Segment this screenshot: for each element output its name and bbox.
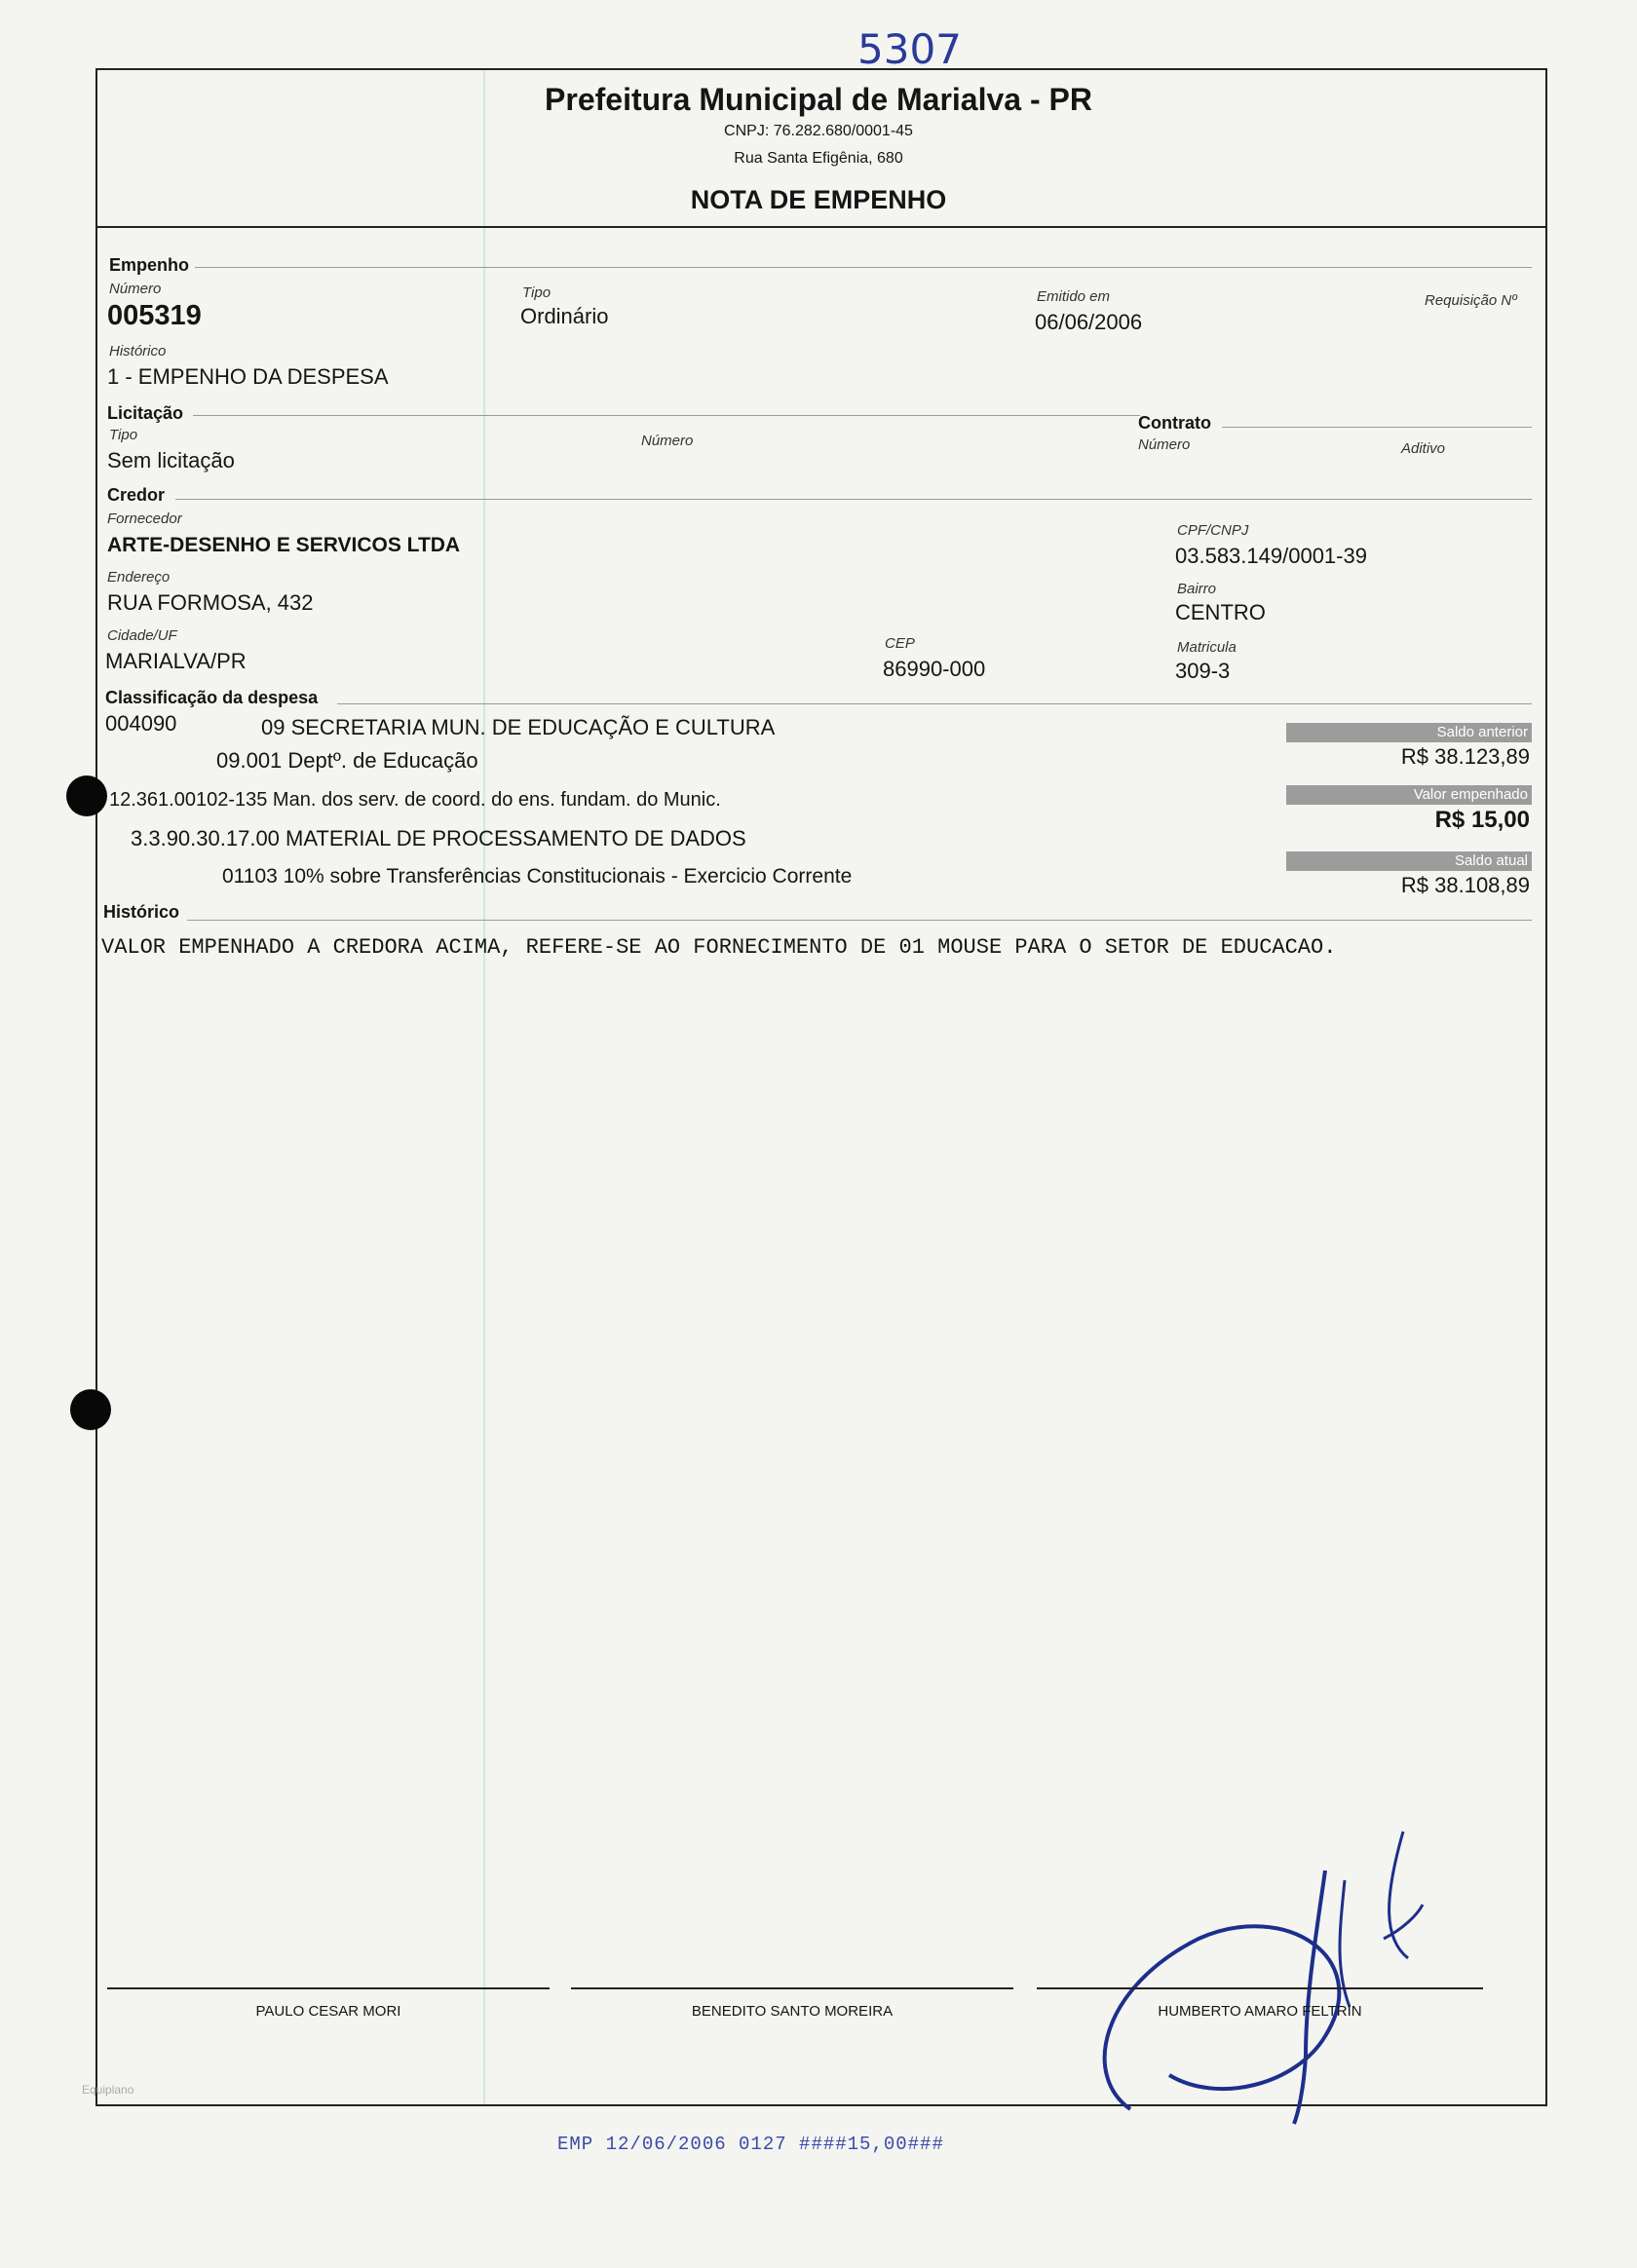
- empenho-requisicao-label: Requisição Nº: [1425, 292, 1517, 309]
- credor-cep: 86990-000: [883, 657, 986, 681]
- credor-matricula-label: Matricula: [1177, 639, 1237, 656]
- empenho-emitido-label: Emitido em: [1037, 288, 1111, 305]
- header-divider: [95, 226, 1547, 228]
- signature-name: HUMBERTO AMARO FELTRIN: [1158, 2003, 1362, 2020]
- org-title: Prefeitura Municipal de Marialva - PR: [545, 82, 1092, 117]
- credor-bairro-label: Bairro: [1177, 581, 1217, 597]
- empenho-numero: 005319: [107, 300, 202, 331]
- valor-empenhado-label: Valor empenhado: [1286, 785, 1532, 805]
- empenho-numero-label: Número: [109, 281, 162, 297]
- handwritten-page-number: 5307: [857, 25, 962, 73]
- signature-name: PAULO CESAR MORI: [255, 2003, 401, 2020]
- credor-fornecedor-label: Fornecedor: [107, 510, 182, 527]
- rule-credor: [175, 499, 1532, 500]
- licitacao-tipo-label: Tipo: [109, 427, 138, 443]
- licitacao-numero-label: Número: [641, 433, 694, 449]
- saldo-anterior-label: Saldo anterior: [1286, 723, 1532, 742]
- contrato-aditivo-label: Aditivo: [1401, 440, 1446, 457]
- doc-title: NOTA DE EMPENHO: [690, 185, 947, 214]
- credor-cpf-label: CPF/CNPJ: [1177, 522, 1249, 539]
- signature-line: [571, 1987, 1013, 1989]
- section-contrato: Contrato: [1138, 413, 1211, 433]
- org-address: Rua Santa Efigênia, 680: [734, 150, 903, 167]
- section-empenho: Empenho: [109, 255, 190, 275]
- rule-historico: [187, 920, 1532, 921]
- stamp: EMP 12/06/2006 0127 ####15,00###: [557, 2134, 944, 2155]
- classificacao-line: 09.001 Deptº. de Educação: [216, 748, 478, 773]
- empenho-tipo: Ordinário: [520, 304, 609, 328]
- signature-scribble: [1062, 1812, 1452, 2143]
- classificacao-line: 3.3.90.30.17.00 MATERIAL DE PROCESSAMENTO DE DADOS: [131, 826, 746, 850]
- empenho-historico: 1 - EMPENHO DA DESPESA: [107, 364, 389, 389]
- classificacao-line: 01103 10% sobre Transferências Constitucionais - Exercicio Corrente: [222, 865, 853, 888]
- footer-brand: Equiplano: [82, 2083, 134, 2097]
- credor-fornecedor: ARTE-DESENHO E SERVICOS LTDA: [107, 534, 461, 556]
- signature-line: [107, 1987, 550, 1989]
- credor-endereco-label: Endereço: [107, 569, 171, 586]
- credor-cidade-label: Cidade/UF: [107, 627, 177, 644]
- contrato-numero-label: Número: [1138, 436, 1191, 453]
- credor-cpf: 03.583.149/0001-39: [1175, 544, 1367, 568]
- rule-licitacao: [193, 415, 1140, 416]
- empenho-tipo-label: Tipo: [522, 284, 552, 301]
- section-classificacao: Classificação da despesa: [105, 688, 319, 707]
- licitacao-tipo: Sem licitação: [107, 448, 235, 472]
- org-cnpj: CNPJ: 76.282.680/0001-45: [724, 123, 913, 139]
- credor-endereco: RUA FORMOSA, 432: [107, 590, 314, 615]
- valor-empenhado: R$ 15,00: [1434, 807, 1530, 833]
- credor-matricula: 309-3: [1175, 659, 1231, 683]
- signature-line: [1037, 1987, 1483, 1989]
- credor-bairro: CENTRO: [1175, 600, 1266, 624]
- rule-contrato: [1222, 427, 1532, 428]
- section-historico: Histórico: [103, 902, 180, 922]
- historico-text: VALOR EMPENHADO A CREDORA ACIMA, REFERE-SE AO FORNECIMENTO DE 01 MOUSE PARA O SETOR DE EDUCACAO.: [101, 935, 1337, 960]
- empenho-emitido: 06/06/2006: [1035, 310, 1143, 334]
- signature-name: BENEDITO SANTO MOREIRA: [691, 2003, 894, 2020]
- saldo-atual: R$ 38.108,89: [1400, 873, 1530, 897]
- section-credor: Credor: [107, 485, 166, 505]
- classificacao-line: 09 SECRETARIA MUN. DE EDUCAÇÃO E CULTURA: [261, 715, 776, 739]
- punch-hole: [70, 1389, 111, 1430]
- saldo-anterior: R$ 38.123,89: [1400, 744, 1530, 769]
- classificacao-line: 12.361.00102-135 Man. dos serv. de coord. do ens. fundam. do Munic.: [109, 789, 721, 811]
- credor-cidade: MARIALVA/PR: [105, 649, 247, 673]
- rule-classificacao: [337, 703, 1532, 704]
- rule-empenho: [195, 267, 1532, 268]
- section-licitacao: Licitação: [107, 403, 184, 423]
- classificacao-code: 004090: [105, 711, 177, 736]
- credor-cep-label: CEP: [885, 635, 915, 652]
- empenho-historico-label: Histórico: [109, 343, 167, 359]
- saldo-atual-label: Saldo atual: [1286, 851, 1532, 871]
- punch-hole: [66, 775, 107, 816]
